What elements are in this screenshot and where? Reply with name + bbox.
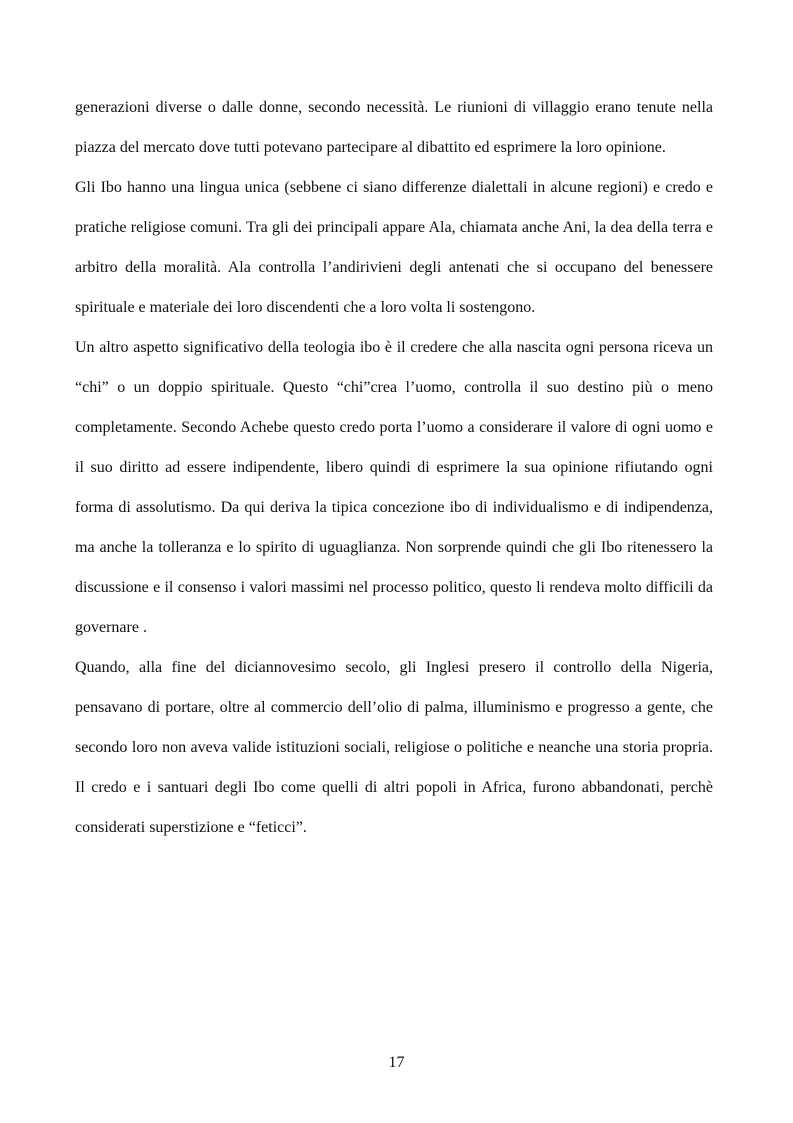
paragraph-4: Quando, alla fine del diciannovesimo secolo, gli Inglesi presero il controllo della Nigeria, pensavano di portare, oltre al commercio dell’olio di palma, illuminismo e progresso a gente, che secondo loro non aveva valide istituzioni sociali, religiose o politiche e neanche una storia propria. Il credo e i santuari degli Ibo come quelli di altri popoli in Africa, furono abbandonati, perchè considerati superstizione e “feticci”. [75,659,713,836]
paragraph-1: generazioni diverse o dalle donne, secondo necessità. Le riunioni di villaggio erano tenute nella piazza del mercato dove tutti potevano partecipare al dibattito ed esprimere la loro opinione. [75,99,713,156]
body-text [75,88,713,848]
page-number: 17 [388,1054,405,1071]
paragraph-3: Un altro aspetto significativo della teologia ibo è il credere che alla nascita ogni persona riceva un “chi” o un doppio spirituale. Questo “chi”crea l’uomo, controlla il suo destino più o meno completamente. Secondo Achebe questo credo porta l’uomo a considerare il valore di ogni uomo e il suo diritto ad essere indipendente, libero quindi di esprimere la sua opinione rifiutando ogni forma di assolutismo. Da qui deriva la tipica concezione ibo di individualismo e di indipendenza, ma anche la tolleranza e lo spirito di uguaglianza. Non sorprende quindi che gli Ibo ritenessero la discussione e il consenso i valori massimi nel processo politico, questo li rendeva molto difficili da governare . [75,339,713,636]
paragraph-2: Gli Ibo hanno una lingua unica (sebbene ci siano differenze dialettali in alcune regioni) e credo e pratiche religiose comuni. Tra gli dei principali appare Ala, chiamata anche Ani, la dea della terra e arbitro della moralità. Ala controlla l’andirivieni degli antenati che si occupano del benessere spirituale e materiale dei loro discendenti che a loro volta li sostengono. [75,179,713,316]
